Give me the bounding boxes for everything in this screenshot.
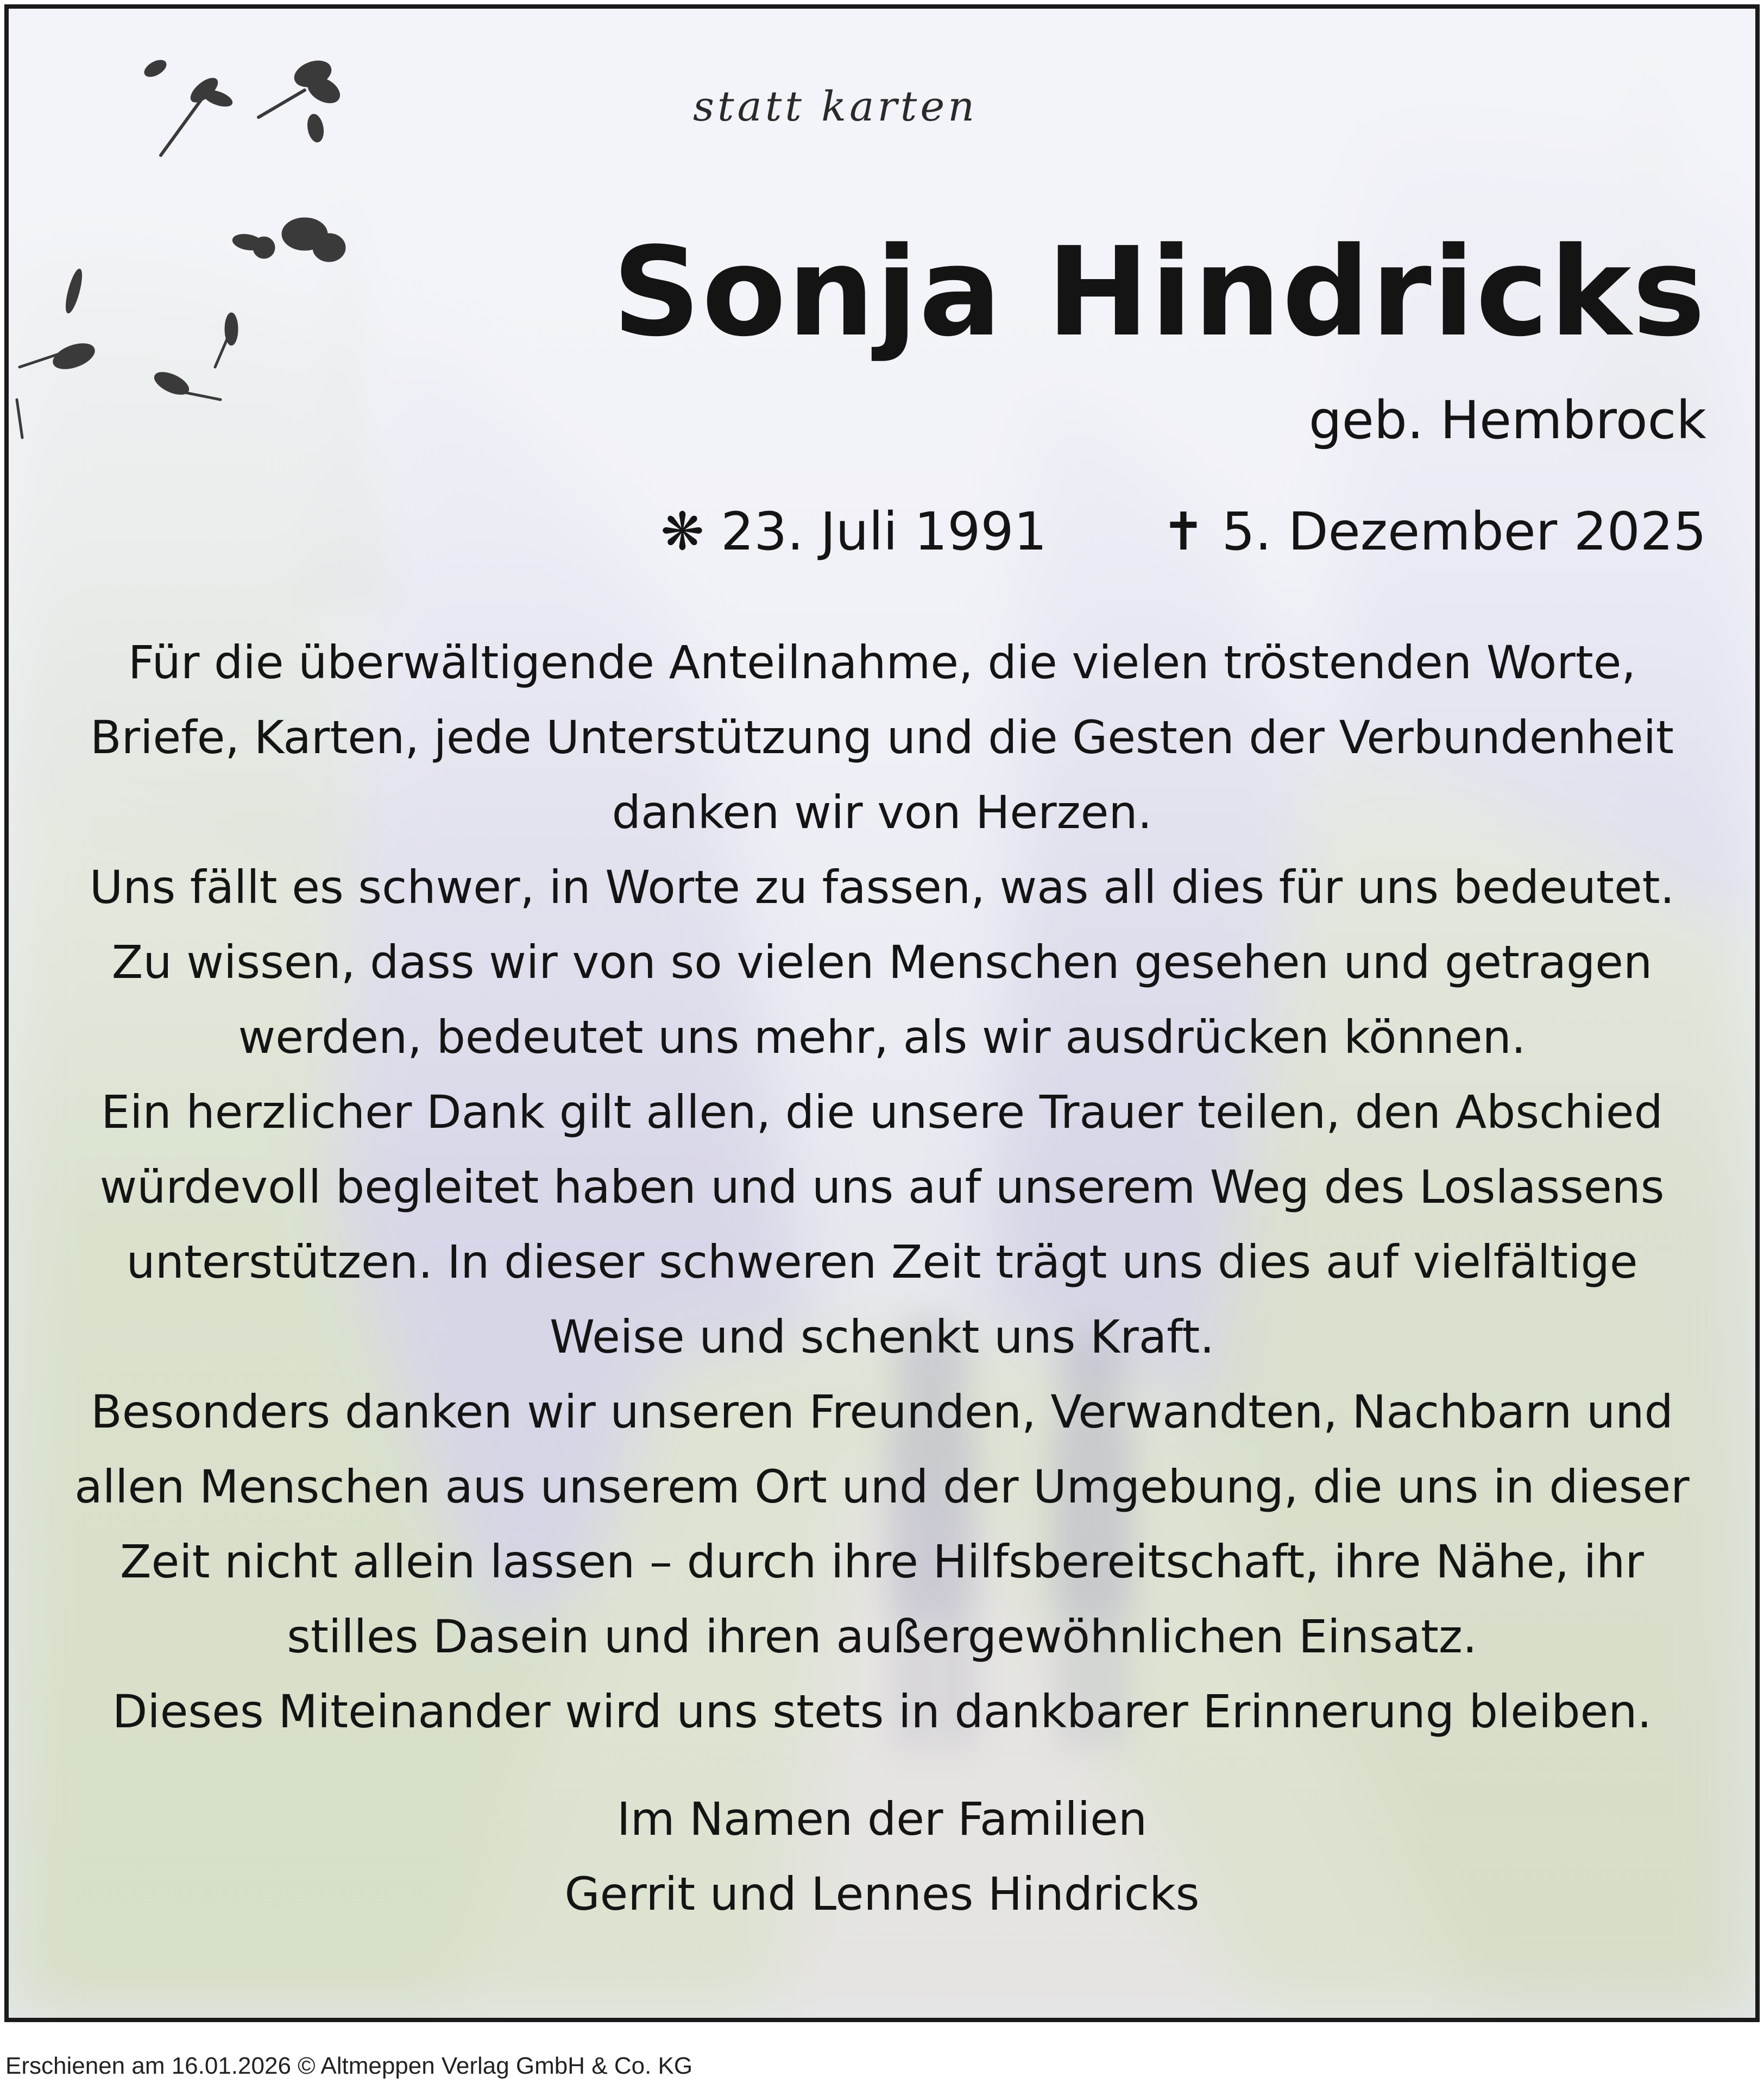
text-line: werden, bedeutet uns mehr, als wir ausdrücken können. (238, 1011, 1526, 1064)
text-line: Zeit nicht allein lassen – durch ihre Hilfsbereitschaft, ihre Nähe, ihr (120, 1535, 1644, 1588)
flower-silhouette-icon (9, 9, 389, 454)
thank-you-text (41, 625, 1723, 1749)
birth-name: geb. Hembrock (1308, 390, 1706, 451)
signature (41, 1782, 1723, 1931)
text-line: Weise und schenkt uns Kraft. (550, 1310, 1214, 1363)
life-dates (660, 501, 1706, 562)
death-date: 5. Dezember 2025 (1221, 501, 1706, 562)
text-line: unterstützen. In dieser schweren Zeit trägt uns dies auf vielfältige (126, 1235, 1638, 1289)
birth-date: 23. Juli 1991 (721, 501, 1047, 562)
text-line: allen Menschen aus unserem Ort und der Umgebung, die uns in dieser (74, 1460, 1690, 1513)
birth-star-icon: ❋ (660, 501, 704, 562)
text-line: danken wir von Herzen. (612, 786, 1152, 839)
publication-footer: Erschienen am 16.01.2026 © Altmeppen Verlag GmbH & Co. KG (5, 2053, 693, 2079)
deceased-name: Sonja Hindricks (612, 221, 1706, 364)
text-line: Dieses Miteinander wird uns stets in dankbarer Erinnerung bleiben. (112, 1685, 1652, 1738)
header-note: statt karten (693, 82, 978, 130)
signature-line: Gerrit und Lennes Hindricks (564, 1867, 1200, 1921)
obituary-notice (4, 4, 1760, 2022)
text-line: Für die überwältigende Anteilnahme, die vielen tröstenden Worte, (128, 636, 1636, 689)
text-line: Ein herzlicher Dank gilt allen, die unsere Trauer teilen, den Abschied (101, 1085, 1663, 1139)
text-line: würdevoll begleitet haben und uns auf unserem Weg des Loslassens (99, 1160, 1665, 1214)
death-cross-icon: ✝ (1161, 501, 1206, 562)
signature-line: Im Namen der Familien (616, 1792, 1148, 1846)
text-line: stilles Dasein und ihren außergewöhnlichen Einsatz. (287, 1610, 1477, 1663)
text-line: Zu wissen, dass wir von so vielen Menschen gesehen und getragen (111, 936, 1653, 989)
text-line: Uns fällt es schwer, in Worte zu fassen, was all dies für uns bedeutet. (89, 861, 1675, 914)
text-line: Briefe, Karten, jede Unterstützung und die Gesten der Verbundenheit (90, 711, 1674, 764)
text-line: Besonders danken wir unseren Freunden, Verwandten, Nachbarn und (91, 1385, 1673, 1438)
